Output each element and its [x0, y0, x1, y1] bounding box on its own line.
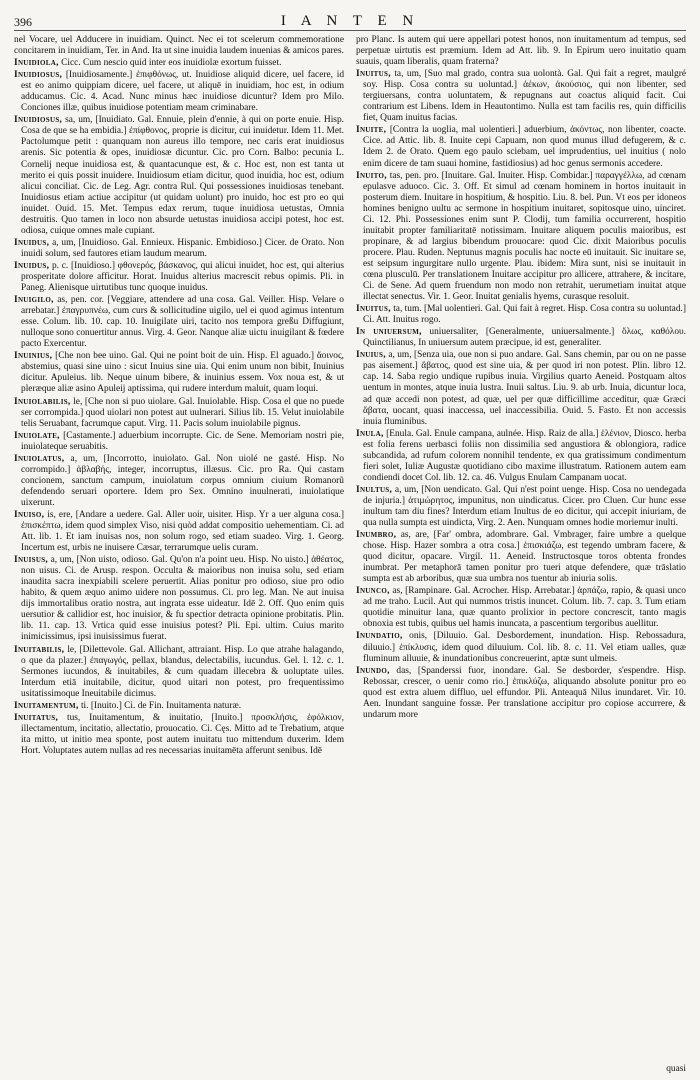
- dictionary-entry: [356, 586, 686, 630]
- entry-headword: Inuidiosus,: [14, 70, 63, 81]
- dictionary-entry: [14, 351, 344, 395]
- left-column: [14, 35, 344, 1075]
- entry-headword: In uniuersum,: [356, 327, 422, 338]
- entry-definition: Cicc. Cum nescio quid inter eos inuidiolæ exortum fuisset.: [61, 58, 282, 69]
- entry-definition: sa, um, [Inuidiato. Gal. Ennuie, plein d'ennie, à qui on porte enuie. Hisp. Cosa de que se ha embidia.] ἐπίφθονος, proprie is dicitur, cui inuidetur. Idem 11. Met. Pactolumque petit : quanquam non aureus illo tempore, nec caris erat inuidiosus arenis. Sic potentia & opes, inuidiosæ dicuntur. Cic. pro Corn. Balbo: pecunia L. Cornelij neque inuidiosa est, & quantacunque est, & c. Hoc est, non est tanta ut merito ei quis possit inuidere. Inuidiosum etiam dicitur, quod inuidia, hoc est, odium alicui conciliat. Cic. de Leg. Agr. contra Rul. Qui possessiones inuidiosas tenebant. Inuidiosus etiam actiue accipitur (ut quidam uolunt) pro inuido, hoc est pro eo qui inuidet. Ouid. 15. Met. Tempus edax rerum, tuque inuidiosa uetustas, Omnia destruitis. Quo tamen in loco non absurde uetustas inuidiosa accipi potest, hoc est. odiosa, cuique omnes male cupiant.: [21, 115, 344, 236]
- dictionary-entry: [14, 295, 344, 350]
- entry-definition: a, um, [Non uisto, odioso. Gal. Qu'on n'a point ueu. Hisp. No uisto.] ἀθέατος, non uisus. Ci. de Arusp. respon. Occulta & maioribus non inuisa solu, sed etiam inaudita sacra inexpiabili scelere peruertit. Alias ponitur pro odioso, siue pro odio habito, & quem æquo animo uidere non possumus. Ci. pro leg. Man. Ne aut inuisa dijs immortalibus oratio nostra, aut ingrata esse uideatur. Idē 2. Off. Quo enim quis uersutior & callidior est, hoc inuisior, & fu spectior detracta opinione probitatis. Plin. lib. 11. cap. 13. Vrtica quid esse inuisius potest? Pli. Epi. ultim. Cuius marito inimicissimus, ipsi inuisissimus fuerat.: [21, 555, 344, 643]
- entry-headword: Inundo,: [356, 665, 390, 676]
- dictionary-entry: [14, 701, 344, 712]
- entry-headword: Inuiolabilis,: [14, 396, 71, 407]
- entry-headword: Inunco,: [356, 586, 390, 597]
- dictionary-entry: [356, 327, 686, 349]
- entry-definition: le, [Dilettevole. Gal. Allichant, attraiant. Hisp. Lo que atrahe halagando, o que da plazer.] ἐπαγωγός, pellax, blandus, delectabilis, iucundus. Gel. l. 12. c. 1. Sermones iucundos, & inuitabiles, & cum quadam illecebra & uoluptate uiles. Interdum etiā inuitabile, dicitur, quod uitari non potest, pro frequentissimo usitatissimoque Ineuitabile dicimus.: [21, 644, 344, 699]
- dictionary-entry: [14, 397, 344, 430]
- dictionary-entry: [14, 713, 344, 757]
- dictionary-entry: [356, 530, 686, 585]
- entry-headword: Inuisus,: [14, 555, 49, 566]
- dictionary-entry: [14, 454, 344, 509]
- entry-headword: Inuitamentum,: [14, 700, 79, 711]
- entry-headword: Inuinius,: [14, 351, 53, 362]
- entry-definition: onis, [Diluuio. Gal. Desbordement, inundation. Hisp. Rebossadura, diluuio.] ἐπίκλυσις, idem quod diluuium. Col. lib. 8. c. 11. Vel etiam ualles, quæ fluminum alluuie, & inundationibus concreuerint, aptæ sunt ulmeis.: [363, 631, 686, 664]
- dictionary-entry: [14, 510, 344, 554]
- entry-definition: [Che non bee uino. Gal. Qui ne point boit de uin. Hisp. El aguado.] ἄοινος, abstemius, quasi sine uino : sicut Inuius sine uia. Qui enim unum non bibit, Inuinius dicitur. Apuleius. lib. Neque uinum bibere, & inuinius essem. Vox noua est, & ut pleræque aliæ asino Apuleij aptissima, qui rudere interdum maluit, quam loqui.: [21, 351, 344, 395]
- entry-headword: Inuigilo,: [14, 295, 54, 306]
- dictionary-entry: [356, 429, 686, 484]
- dictionary-entry: [14, 555, 344, 643]
- entry-definition: a, um, [Senza uia, oue non si puo andare. Gal. Sans chemin, par ou on ne passe pas aisement.] ἄβατος, quod est sine uia, & per quod iri non potest. Plin. libro 12. cap. 14. Saba regio undique rupibus inuia. Virgilius quarto Aeneid. Postquam altos uentum in montes, atque inuia lustra. Inuii saltus. Liu. 9. ab urb. Inuia, dicuntur loca, ad quæ accedi non potest, ad quæ, uel per quæ difficillime acceditur, quæ Græci ἄβατα, uocant, quasi inaccessa, uel inaccessibilia. Ouid. 5. Fasto. Et non accessis inuia fluminibus.: [363, 350, 686, 427]
- entry-definition: a, um, [Inuidioso. Gal. Ennieux. Hispanic. Embidioso.] Cicer. de Orato. Non inuidi solum, sed fautores etiam laudum mearum.: [21, 237, 344, 259]
- entry-definition: pro Planc. Is autem qui uere appellari potest honos, non inuitamentum ad tempus, sed perpetuæ uirtutis est præmium. Idem ad Att. lib. 9. In Epirum uero inuitatio quam suauis, quam liberalis, quam fraterna?: [356, 35, 686, 68]
- entry-definition: le, [Che non si puo uiolare. Gal. Inuiolable. Hisp. Cosa el que no puede ser corrompida.] quod uiolari non potest aut uulnerari. Silius lib. 15. Velut inuiolabile telis Seruabant, facrumque caput. Virg. 11. Pacis solum inuiolabile pignus.: [21, 396, 344, 429]
- dictionary-entry: [356, 125, 686, 169]
- entry-headword: Inuidiosus,: [14, 115, 63, 126]
- entry-definition: as, [Rampinare. Gal. Acrocher. Hisp. Arrebatar.] ἁρπάζω, rapio, & quasi unco ad me traho. Lucil. Aut qui nummos tristis inuncet. Colum. lib. 7. cap. 3. Tum etiam quotidie minuitur lana, quæ quanto prolixior in pectore concrescit, tanto magis obnoxia est tubis, quibus uel hamis inuncata, a pascentium tergoribus auellitur.: [363, 586, 686, 630]
- entry-definition: ta, um, [Suo mal grado, contra sua uolontà. Gal. Qui fait a regret, maulgré soy. Hisp. Cosa contra su uoluntad.] ἀέκων, ἀκούσιος, qui non libenter, sed tergiuersans, contra uoluntatem, & repugnans aut coactus aliquid facit. Cui contrarium est Libens. Idem in Heautontimo. Nulla est tam facilis res, quin difficilis fiet, Quam inuitus facias.: [363, 69, 686, 124]
- dictionary-entry: [14, 35, 344, 57]
- entry-definition: as, pen. cor. [Veggiare, attendere ad una cosa. Gal. Veiller. Hisp. Velare o arrebatar.] ἐπαγρυπνέω, cum curs & sollicitudine uigilo, uel ei quod agimus intentum esse. Colum. lib. 10. cap. 10. Inuigilate uiri, tacito nos tempora greßu Diffugiunt, nulloque sono conuertitur annus. Virg. 4. Geor. Nanque aliæ uictu inuigilant & fœdere pacto Exercentur.: [21, 295, 344, 350]
- dictionary-entry: [14, 115, 344, 237]
- entry-headword: Inuidiola,: [14, 58, 59, 69]
- entry-headword: Inumbro,: [356, 530, 397, 541]
- entry-headword: Inuiolatus,: [14, 453, 65, 464]
- entry-definition: as, are, [Far' ombra, adombrare. Gal. Vmbrager, faire umbre a quelque chose. Hisp. Hazer sombra a otra cosa.] ἐπισκιάζω, est tegendo umbram facere, & quod dicitur, opacare. Virgil. 11. Aeneid. Instructosque toros obtenta frondes inumbrat. Per metaphorā tamen ponitur pro tueri atque defendere, quæ trāslatio sumpta est ab arboribus, quæ sua umbra nos tuentur ab iniuria solis.: [363, 530, 686, 585]
- running-title: I A N T E N: [280, 13, 420, 29]
- catchword: quasi: [666, 1064, 686, 1074]
- dictionary-entry: [356, 304, 686, 326]
- entry-definition: ta, tum. [Mal uolentieri. Gal. Qui fait à regret. Hisp. Cosa contra su uoluntad.] Ci. Att. Inuitus rogo.: [363, 304, 686, 326]
- entry-definition: das, [Spanderssi fuor, inondare. Gal. Se desborder, s'espendre. Hisp. Rebossar, crescer, o uenir como rio.] ἐπικλύζω, aliquando absolute ponitur pro eo quod est extra aluem diffluo, uel effundor. Pli. Anteaquā Nilus inundaret. Vir. 10. Aen. Inundant sanguine fossæ. Per translatione accipitur pro copiose accurrere, & undarum more: [363, 665, 686, 720]
- entry-definition: a, um, [Non uendicato. Gal. Qui n'est point uenge. Hisp. Cosa no uendegada de injuria.] ἀτιμώρητος, impunitus, non uindicatus. Cicer. pro Cluen. Cur hunc esse inultum tam diu fines? Interdum etiam Inultus de eo dicitur, qui accepit iniuriam, de qua nulla sumpta est uindicta, Virg. 2. Aen. Nunquam omnes hodie moriemur inulti.: [363, 484, 686, 529]
- dictionary-entry: [356, 69, 686, 124]
- right-column: [356, 35, 686, 1075]
- entry-headword: Inuitatus,: [14, 712, 59, 723]
- entry-headword: Inuidus,: [14, 237, 50, 248]
- entry-definition: is, ere, [Andare a uedere. Gal. Aller uoir, uisiter. Hisp. Yr a uer alguna cosa.] ἐπισκέπτω, idem quod simplex Viso, nisi quòd addat compositio uehementiam. Ci. ad Att. lib. 1. Et iam inuisas nos, non solum rogo, sed etiam suadeo. Virg. 1. Georg. Incertum est, urbis ne inuisere Cæsar, terrarumque uelis curam.: [21, 509, 344, 554]
- dictionary-entry: [14, 645, 344, 700]
- entry-headword: Inuiolate,: [14, 430, 60, 441]
- page-number: 396: [14, 15, 32, 29]
- dictionary-entry: [14, 238, 344, 260]
- entry-definition: nel Vocare, uel Adducere in inuidiam. Quinct. Nec ei tot scelerum commemoratione concitarem in inuidiam, Ter. in And. Ita ut sine inuidia laudem inuenias & amicos pares.: [14, 35, 344, 57]
- text-columns: [14, 35, 686, 1075]
- entry-definition: [Enula. Gal. Enule campana, aulnée. Hisp. Raiz de alla.] ἑλένιον, Diosco. herba est folia ferens uerbasci foliis non dissimilia sed angustiora & oblongiora, radice subcandida, ad rufum colorem nonnihil tendente, ex qua gratissimum condimentum fieri solet, Iuliæ Augustæ quotidiano cibo maxime illustratum. Rationem autem eam condiendi docet Col. lib. 12. ca. 46. Vulgus Enulam Campanam uocat.: [363, 428, 686, 483]
- entry-definition: ti. [Inuito.] Ci. de Fin. Inuitamenta naturæ.: [80, 700, 242, 711]
- entry-headword: Inuito,: [356, 170, 387, 181]
- running-head: [14, 4, 686, 31]
- entry-definition: p. c. [Inuidioso.] φθονερός, βάσκανος, qui alicui inuidet, hoc est, qui alterius prosperitate dolore afficitur. Horat. Inuidus alterius macrescit rebus opimis. Pli. in Paneg. Alienisque uirtutibus tunc quoque inuidus.: [21, 260, 344, 294]
- dictionary-entry: [356, 631, 686, 664]
- dictionary-entry: [356, 35, 686, 68]
- entry-headword: Inuiso,: [14, 509, 45, 520]
- entry-definition: uniuersaliter, [Generalmente, uniuersalmente.] ὅλως, καθόλου. Quinctilianus, In uniuersum autem præcipue, id est, generaliter.: [363, 327, 686, 349]
- entry-headword: Inuius,: [356, 350, 386, 361]
- dictionary-entry: [14, 58, 344, 69]
- entry-headword: Inuidus,: [14, 260, 50, 271]
- dictionary-entry: [356, 666, 686, 721]
- dictionary-entry: [14, 261, 344, 294]
- entry-definition: tus, Inuitamentum, & inuitatio, [Inuito.] προσκλήσις, ἐφόλκιον, illectamentum, incitatio, allectatio, prouocatio. Ci. Cęs. Mitto ad te Trebatium, atque ita mitto, ut initio mea sponte, post autem inuitatu tuo mittendum duxerim. Idem Hort. Voluptates autem nullas ad res necessarias inuitamēta afferunt senibus. Idē: [21, 712, 344, 756]
- entry-headword: Inuite,: [356, 125, 387, 136]
- dictionary-entry: [14, 70, 344, 114]
- entry-headword: Inula,: [356, 428, 384, 439]
- entry-definition: tas, pen. pro. [Inuitare. Gal. Inuiter. Hisp. Combidar.] παραγγέλλω, ad cœnam epulasve aduoco. Cic. 3. Off. Et simul ad cœnam hominem in hortos inuitauit in posterum diem. Inuitare in hospitium, & hospitio. Liu. 8. bel. Pun. Vt eos per idoneos homines benigno uultu ac sermone in hospitium inuitaret, sopitosque uino, uinciret. Ci. 12. Phi. Possessiones enim sunt P. Clodij, tum familia occurrerent, hospitio inuitabit propter familiaritatē notissimam. Inuitare aliquem poculis maioribus, est propinare, & ad largius bibendum prouocare: quod Cic. dixit Maioribus poculis procere. Plau. Ruden. Neptunus magnis poculis hac nocte eū inuitauit. Sic inuitare se, est seipsum ingurgitare nullo urgente. Plau. ibidem: Mira sunt, nisi se inuitauit in cœna plusculū. Per translationem Inuitare accipitur pro allicere, attrahere, & incitare, Ci. de Sene. Ad quem fruendum non modo non retrahit, uerumetiam inuitat atque illectat senectus. Vir. 1. Geor. Inuitat genialis hyems, curasque resoluit.: [363, 170, 686, 303]
- entry-headword: Inultus,: [356, 484, 393, 495]
- entry-headword: Inuitabilis,: [14, 644, 65, 655]
- entry-headword: Inuitus,: [356, 69, 391, 80]
- entry-headword: Inundatio,: [356, 631, 403, 642]
- dictionary-entry: [14, 431, 344, 453]
- dictionary-entry: [356, 171, 686, 304]
- dictionary-entry: [356, 485, 686, 529]
- entry-definition: [Inuidiosamente.] ἐπιφθόνως, ut. Inuidiose aliquid dicere, uel facere, id est eo animo quippiam dicere, uel facere, ut aliquē in inuidiam, hoc est, in odium adducamus. Cic. 4. Acad. Nunc minus hæc inuidiose dicuntur? Idem pro Milo. Conciones illæ, quibus inuidiose potentiam meam criminabare.: [21, 70, 344, 114]
- dictionary-entry: [356, 350, 686, 427]
- entry-headword: Inuitus,: [356, 304, 391, 315]
- entry-definition: [Contra la uoglia, mal uolentieri.] aduerbium, ἀκόντως, non libenter, coacte. Cice. ad Attic. lib. 8. Inuite cepi Capuam, non quod munus illud defugerem, & c. Idem 2. de Orato. Quem ego paulo sciebam, uel imprudentius, uel inuitius ( nolo enim dicere de tam suaui homine, fastidiosius) ad hoc genus sermonis accedere.: [363, 125, 686, 169]
- entry-definition: [Castamente.] aduerbium incorrupte. Cic. de Sene. Memoriam nostri pie, inuiolateque seruabitis.: [21, 430, 344, 452]
- entry-definition: a, um, [Incorrotto, inuiolato. Gal. Non uiolé ne gasté. Hisp. No corrompido.] ἀβλαβής, integer, incorruptus, illæsus. Cic. pro Ra. Qui castam concionem, sanctum campum, inuiolatum corpus omnium ciuium Romanorũ defendendo seruari oportere. Idem pro Sex. Omnino inuulnerati, inuiolatique uixerunt.: [21, 453, 344, 508]
